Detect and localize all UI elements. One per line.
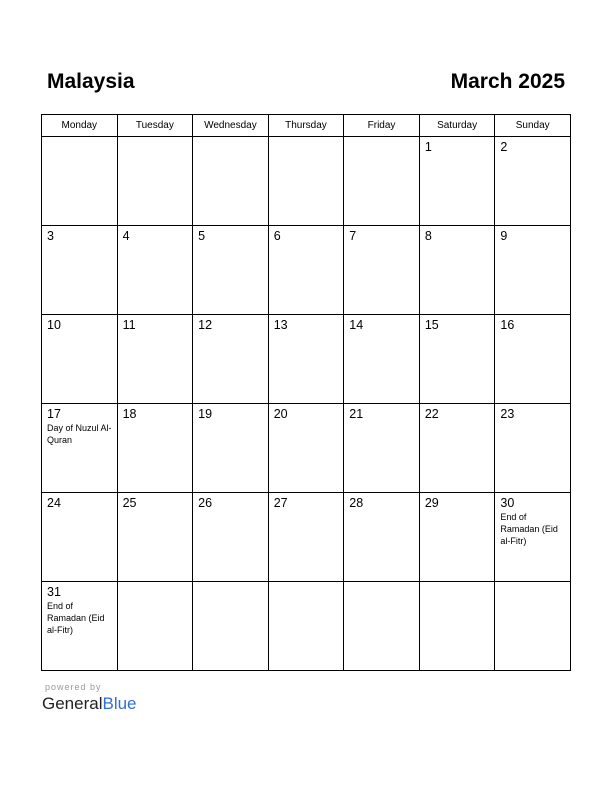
month-title: March 2025	[450, 70, 565, 93]
day-number: 7	[349, 229, 357, 243]
weekday-tuesday: Tuesday	[117, 115, 193, 137]
day-number: 27	[273, 496, 288, 510]
day-number: 30	[500, 496, 515, 510]
calendar-grid	[41, 114, 571, 671]
week-row	[42, 137, 571, 226]
day-number: 15	[424, 318, 439, 332]
day-cell[interactable]	[268, 404, 344, 493]
day-cell[interactable]	[193, 493, 269, 582]
day-cell[interactable]	[419, 137, 495, 226]
day-number: 23	[500, 407, 515, 421]
day-cell[interactable]	[193, 315, 269, 404]
day-cell[interactable]	[268, 226, 344, 315]
country-title: Malaysia	[47, 70, 135, 93]
weekday-sunday: Sunday	[495, 115, 571, 137]
day-cell[interactable]	[495, 226, 571, 315]
day-number: 18	[122, 407, 137, 421]
day-number: 1	[424, 140, 432, 154]
day-cell	[344, 582, 420, 671]
day-cell[interactable]	[117, 226, 193, 315]
day-number: 26	[198, 496, 213, 510]
day-cell	[344, 137, 420, 226]
generalblue-logo[interactable]	[42, 694, 137, 714]
brand-general: General	[42, 694, 103, 713]
weekday-monday: Monday	[42, 115, 118, 137]
day-number: 20	[273, 407, 288, 421]
weekday-wednesday: Wednesday	[193, 115, 269, 137]
day-cell[interactable]	[42, 315, 118, 404]
day-cell	[268, 582, 344, 671]
day-cell[interactable]	[117, 404, 193, 493]
day-cell[interactable]	[117, 493, 193, 582]
day-cell	[419, 582, 495, 671]
day-cell[interactable]	[495, 404, 571, 493]
day-cell[interactable]	[193, 404, 269, 493]
day-number: 3	[47, 229, 54, 243]
holiday-label: End of Ramadan (Eid al-Fitr)	[47, 601, 105, 635]
day-number: 9	[500, 229, 508, 243]
day-cell	[193, 137, 269, 226]
powered-by-label: powered by	[45, 682, 102, 692]
day-cell[interactable]	[42, 493, 118, 582]
day-cell[interactable]	[344, 404, 420, 493]
day-cell[interactable]	[419, 404, 495, 493]
day-number: 24	[47, 496, 61, 510]
day-number: 25	[122, 496, 137, 510]
day-number: 10	[47, 318, 61, 332]
week-row	[42, 226, 571, 315]
day-cell[interactable]	[344, 315, 420, 404]
day-cell[interactable]	[344, 226, 420, 315]
day-number: 16	[500, 318, 515, 332]
day-cell[interactable]	[42, 582, 118, 671]
day-cell	[268, 137, 344, 226]
day-cell	[117, 582, 193, 671]
day-cell[interactable]	[193, 226, 269, 315]
day-cell[interactable]	[42, 226, 118, 315]
day-number: 29	[424, 496, 439, 510]
day-cell	[117, 137, 193, 226]
day-number: 17	[47, 407, 61, 421]
day-number: 14	[349, 318, 364, 332]
day-number: 28	[349, 496, 364, 510]
day-cell[interactable]	[495, 315, 571, 404]
day-cell[interactable]	[495, 137, 571, 226]
day-number: 2	[500, 140, 508, 154]
brand-blue: Blue	[102, 694, 137, 713]
holiday-label: Day of Nuzul Al-Quran	[47, 423, 112, 445]
day-cell	[495, 582, 571, 671]
day-number: 22	[424, 407, 439, 421]
day-cell	[193, 582, 269, 671]
day-cell[interactable]	[419, 493, 495, 582]
week-row	[42, 582, 571, 671]
day-cell[interactable]	[117, 315, 193, 404]
day-number: 5	[198, 229, 206, 243]
weekday-friday: Friday	[344, 115, 420, 137]
day-number: 12	[198, 318, 213, 332]
day-number: 21	[349, 407, 364, 421]
weekday-saturday: Saturday	[419, 115, 495, 137]
day-number: 4	[122, 229, 130, 243]
weekday-thursday: Thursday	[268, 115, 344, 137]
day-number: 8	[424, 229, 432, 243]
day-cell	[42, 137, 118, 226]
day-cell[interactable]	[344, 493, 420, 582]
day-cell[interactable]	[419, 226, 495, 315]
day-number: 31	[47, 585, 61, 599]
day-cell[interactable]	[268, 493, 344, 582]
day-number: 11	[122, 318, 136, 332]
day-number: 6	[273, 229, 281, 243]
week-row	[42, 404, 571, 493]
day-number: 13	[273, 318, 288, 332]
day-cell[interactable]	[42, 404, 118, 493]
week-row	[42, 315, 571, 404]
day-cell[interactable]	[495, 493, 571, 582]
weekday-header-row	[42, 115, 571, 137]
holiday-label: End of Ramadan (Eid al-Fitr)	[500, 512, 558, 546]
day-number: 19	[198, 407, 213, 421]
week-row	[42, 493, 571, 582]
day-cell[interactable]	[268, 315, 344, 404]
day-cell[interactable]	[419, 315, 495, 404]
